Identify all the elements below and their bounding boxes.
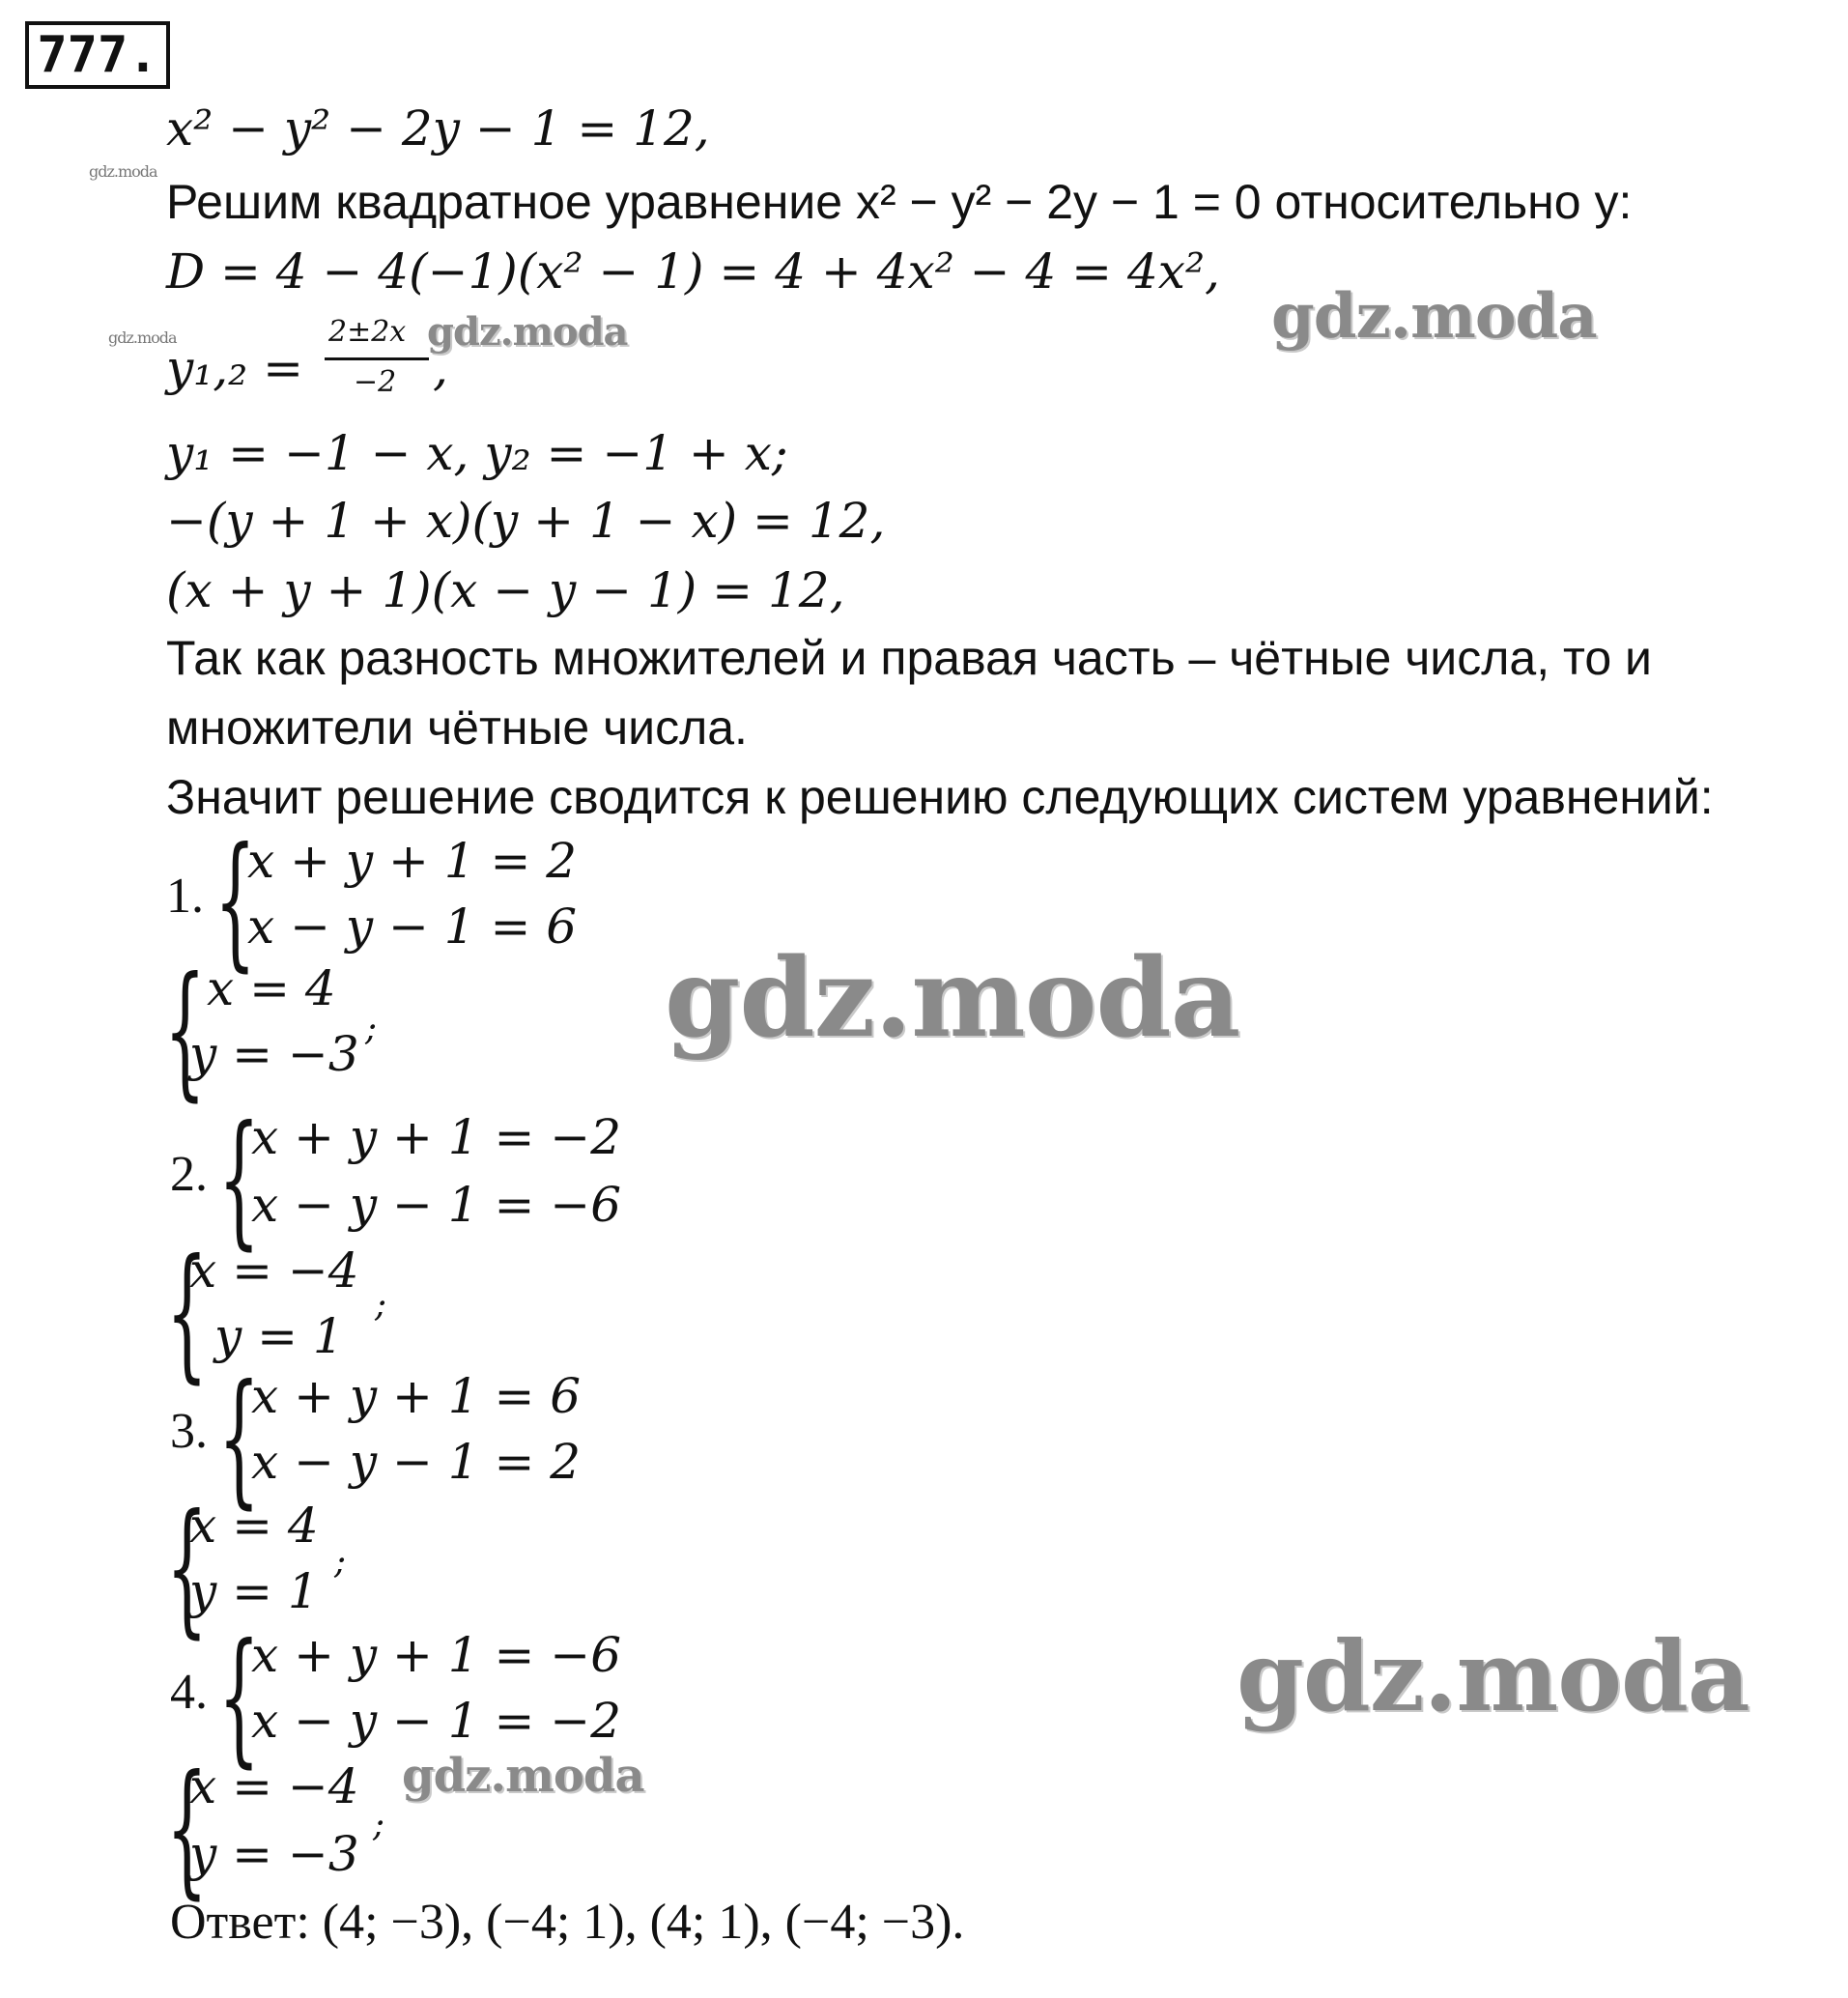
system-eq-b: x − y − 1 = −6 bbox=[251, 1177, 622, 1233]
brace-icon: { bbox=[218, 1613, 260, 1782]
system-eq-a: x + y + 1 = −2 bbox=[251, 1109, 622, 1165]
equation-line-1: x² − y² − 2y − 1 = 12, bbox=[166, 100, 710, 157]
solution-end: ; bbox=[365, 1009, 378, 1048]
solution-x: x = −4 bbox=[189, 1242, 359, 1299]
system-label: 3. bbox=[170, 1404, 208, 1459]
y12-denominator: −2 bbox=[354, 365, 397, 399]
solution-end: ; bbox=[334, 1542, 347, 1582]
solution-y: y = 1 bbox=[214, 1308, 344, 1364]
brace-icon: { bbox=[214, 817, 256, 985]
brace-icon: { bbox=[218, 1096, 260, 1264]
brace-icon: { bbox=[166, 1745, 208, 1913]
brace-icon: { bbox=[164, 947, 206, 1115]
watermark-4: gdz.moda bbox=[1237, 1619, 1749, 1733]
factored-line-1: −(y + 1 + x)(y + 1 − x) = 12, bbox=[166, 493, 886, 549]
solution-x: x = 4 bbox=[207, 960, 336, 1016]
watermark-3: gdz.moda bbox=[665, 935, 1240, 1062]
watermark-1: gdz.moda bbox=[1271, 280, 1597, 353]
system-eq-a: x + y + 1 = 6 bbox=[251, 1368, 582, 1424]
discriminant-line: D = 4 − 4(−1)(x² − 1) = 4 + 4x² − 4 = 4x², bbox=[166, 243, 1220, 300]
solution-end: ; bbox=[375, 1285, 387, 1325]
system-label: 1. bbox=[166, 869, 204, 924]
reason-line-1: Так как разность множителей и правая часть – чётные числа, то и bbox=[166, 631, 1652, 685]
solve-quadratic-line: Решим квадратное уравнение x² − y² − 2y − 1 = 0 относительно y: bbox=[166, 175, 1633, 229]
y12-numerator: 2±2x bbox=[328, 315, 407, 349]
watermark-2: gdz.moda bbox=[427, 309, 628, 355]
solution-x: x = 4 bbox=[189, 1498, 319, 1554]
factored-line-2: (x + y + 1)(x − y − 1) = 12, bbox=[166, 562, 845, 618]
solution-y: y = −3 bbox=[189, 1826, 359, 1882]
solution-end: ; bbox=[373, 1805, 385, 1844]
brace-icon: { bbox=[166, 1229, 208, 1397]
watermark-tiny-2: gdz.moda bbox=[108, 328, 177, 347]
y12-comma: , bbox=[433, 340, 448, 396]
fraction-bar bbox=[325, 357, 429, 360]
reduce-line: Значит решение сводится к решению следующих систем уравнений: bbox=[166, 770, 1714, 824]
system-eq-b: x − y − 1 = −2 bbox=[251, 1693, 622, 1749]
y-values-line: y₁ = −1 − x, y₂ = −1 + x; bbox=[166, 425, 788, 481]
reason-line-2: множители чётные числа. bbox=[166, 700, 748, 755]
system-eq-a: x + y + 1 = 2 bbox=[247, 833, 578, 889]
solution-x: x = −4 bbox=[189, 1758, 359, 1814]
solution-y: y = −3 bbox=[189, 1026, 359, 1082]
system-eq-b: x − y − 1 = 2 bbox=[251, 1434, 582, 1490]
problem-number: 777. bbox=[25, 21, 170, 89]
system-eq-b: x − y − 1 = 6 bbox=[247, 899, 578, 955]
brace-icon: { bbox=[166, 1484, 208, 1652]
y12-fraction bbox=[325, 315, 433, 402]
answer-line: Ответ: (4; −3), (−4; 1), (4; 1), (−4; −3). bbox=[170, 1895, 965, 1950]
watermark-5: gdz.moda bbox=[402, 1749, 644, 1803]
brace-icon: { bbox=[218, 1355, 260, 1523]
system-label: 2. bbox=[170, 1147, 208, 1202]
watermark-tiny-1: gdz.moda bbox=[89, 162, 157, 181]
system-eq-a: x + y + 1 = −6 bbox=[251, 1627, 622, 1683]
y12-lhs: y₁,₂ = bbox=[166, 340, 304, 396]
solution-y: y = 1 bbox=[189, 1563, 319, 1619]
system-label: 4. bbox=[170, 1665, 208, 1720]
